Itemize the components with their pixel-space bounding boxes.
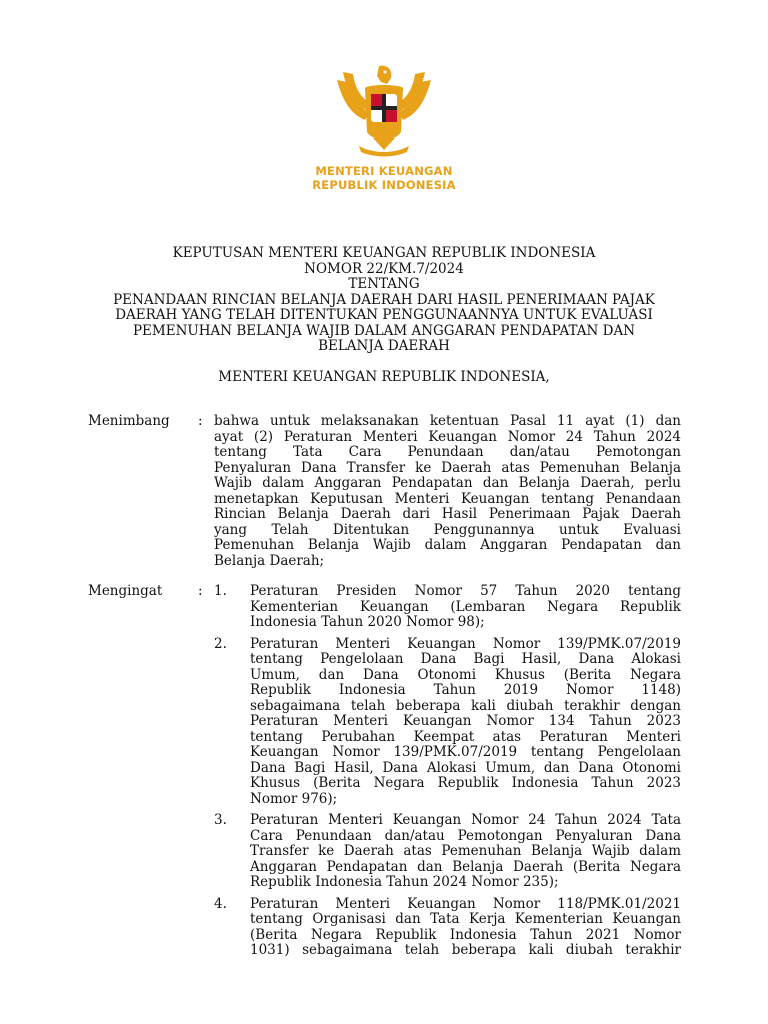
menimbang-line: Wajib dalam Anggaran Pendapatan dan Belanja Daerah, perlu [214, 475, 681, 491]
ministry-name [0, 164, 768, 192]
item-line: Republik Indonesia Tahun 2019 Nomor 1148) [250, 682, 681, 698]
item-line: Indonesia Tahun 2020 Nomor 98); [250, 614, 485, 630]
title-line-5: DAERAH YANG TELAH DITENTUKAN PENGGUNAANNYA UNTUK EVALUASI [115, 307, 653, 323]
menimbang-colon: : [198, 413, 203, 429]
list-item [214, 584, 681, 631]
list-item [214, 813, 681, 891]
item-line: Umum, dan Dana Otonomi Khusus (Berita Negara [250, 666, 681, 683]
item-text [250, 897, 681, 959]
mengingat-list [214, 584, 681, 965]
menimbang-label: Menimbang [88, 413, 170, 429]
menimbang-body [214, 414, 681, 569]
item-line: Peraturan Presiden Nomor 57 Tahun 2020 tentang [250, 583, 681, 599]
item-text [250, 584, 681, 631]
item-line: tentang Organisasi dan Tata Kerja Kementerian Keuangan [250, 911, 681, 927]
title-line-2: NOMOR 22/KM.7/2024 [304, 260, 464, 277]
list-item [214, 637, 681, 808]
title-line-6: PEMENUHAN BELANJA WAJIB DALAM ANGGARAN PENDAPATAN DAN [132, 322, 636, 339]
menimbang-line: Pemenuhan Belanja Wajib dalam Anggaran Pendapatan dan [214, 537, 681, 553]
list-item [214, 897, 681, 959]
item-line: Khusus (Berita Negara Republik Indonesia Tahun 2023 [250, 775, 681, 791]
title-line-7: BELANJA DAERAH [318, 338, 450, 354]
menteri-heading: MENTERI KEUANGAN REPUBLIK INDONESIA, [218, 369, 550, 385]
item-line: Keuangan Nomor 139/PMK.07/2019 tentang Pengelolaan [250, 744, 681, 760]
menimbang-line: Belanja Daerah; [214, 552, 325, 569]
item-line: Dana Bagi Hasil, Dana Alokasi Umum, dan Dana Otonomi [250, 759, 681, 776]
title-line-3: TENTANG [348, 276, 420, 292]
item-number: 3. [214, 812, 227, 828]
item-text [250, 637, 681, 808]
item-number: 2. [214, 635, 227, 652]
item-line: tentang Pengelolaan Dana Bagi Hasil, Dana Alokasi [250, 651, 681, 667]
menimbang-line: yang Telah Ditentukan Penggunannya untuk Evaluasi [214, 521, 681, 538]
item-line: Peraturan Menteri Keuangan Nomor 118/PMK.01/2021 [250, 895, 681, 912]
item-line: Anggaran Pendapatan dan Belanja Daerah (Berita Negara [250, 858, 681, 875]
ministry-line-2: REPUBLIK INDONESIA [312, 178, 456, 192]
item-line: Kementerian Keuangan (Lembaran Negara Republik [250, 598, 681, 615]
menimbang-line: bahwa untuk melaksanakan ketentuan Pasal 11 ayat (1) dan [214, 413, 681, 429]
item-line: Republik Indonesia Tahun 2024 Nomor 235); [250, 874, 559, 890]
item-line: Transfer ke Daerah atas Pemenuhan Belanja Wajib dalam [250, 843, 681, 859]
item-line: Nomor 976); [250, 790, 338, 807]
item-line: (Berita Negara Republik Indonesia Tahun 2021 Nomor [250, 926, 681, 943]
mengingat-colon: : [198, 583, 203, 599]
emblem-container [0, 62, 768, 158]
mengingat-label: Mengingat [88, 583, 163, 599]
item-number: 1. [214, 583, 227, 599]
menimbang-line: tentang Tata Cara Penundaan dan/atau Pemotongan [214, 444, 681, 460]
title-line-4: PENANDAAN RINCIAN BELANJA DAERAH DARI HASIL PENERIMAAN PAJAK [113, 291, 655, 308]
menimbang-line: Penyaluran Dana Transfer ke Daerah atas Pemenuhan Belanja [214, 459, 681, 476]
menimbang-line: Rincian Belanja Daerah dari Hasil Penerimaan Pajak Daerah [214, 506, 681, 522]
item-line: Peraturan Menteri Keuangan Nomor 139/PMK.07/2019 [250, 635, 681, 652]
garuda-emblem-icon [329, 62, 439, 158]
item-line: Cara Penundaan dan/atau Pemotongan Penyaluran Dana [250, 827, 681, 844]
menimbang-line: menetapkan Keputusan Menteri Keuangan tentang Penandaan [214, 490, 681, 507]
item-text [250, 813, 681, 891]
ministry-line-1: MENTERI KEUANGAN [315, 164, 453, 178]
item-number: 4. [214, 895, 227, 912]
item-line: Peraturan Menteri Keuangan Nomor 24 Tahun 2024 Tata [250, 812, 681, 828]
item-line: tentang Perubahan Keempat atas Peraturan Menteri [250, 728, 681, 745]
title-line-1: KEPUTUSAN MENTERI KEUANGAN REPUBLIK INDONESIA [172, 245, 596, 261]
item-line: 1031) sebagaimana telah beberapa kali diubah terakhir [250, 942, 681, 958]
item-line: sebagaimana telah beberapa kali diubah terakhir dengan [250, 697, 681, 714]
decree-title [80, 246, 688, 355]
item-line: Peraturan Menteri Keuangan Nomor 134 Tahun 2023 [250, 713, 681, 729]
menimbang-line: ayat (2) Peraturan Menteri Keuangan Nomor 24 Tahun 2024 [214, 428, 681, 445]
